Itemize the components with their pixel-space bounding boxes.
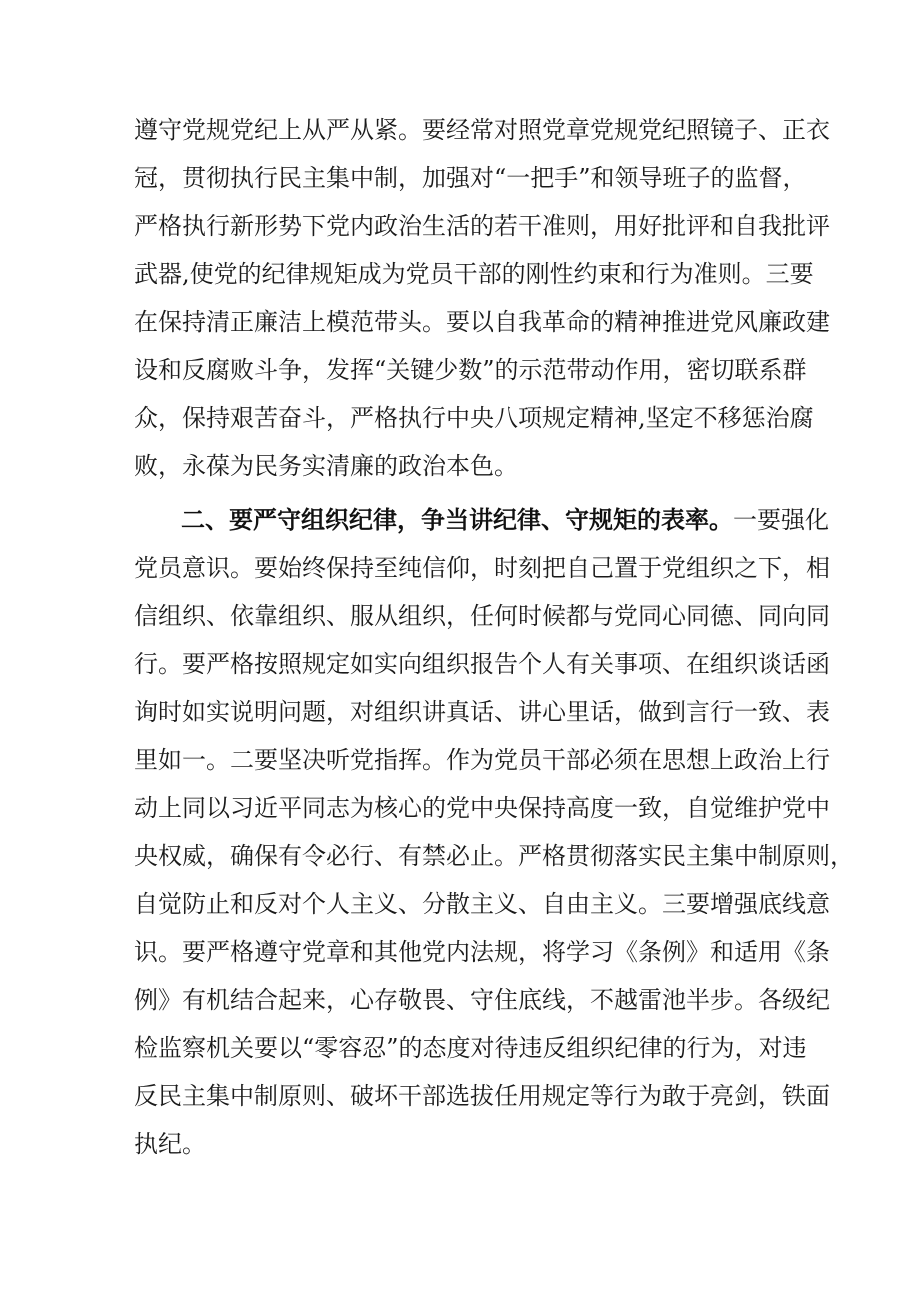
paragraph-line: 执纪。: [134, 1130, 206, 1158]
paragraph-line: 遵守党规党纪上从严从紧。要经常对照党章党规党纪照镜子、正衣: [134, 116, 830, 144]
paragraph-line: 党员意识。要始终保持至纯信仰，时刻把自己置于党组织之下，相: [134, 554, 830, 582]
paragraph-line: 识。要严格遵守党章和其他党内法规，将学习《条例》和适用《条: [134, 938, 830, 966]
paragraph-line: 冠，贯彻执行民主集中制，加强对“一把手”和领导班子的监督，: [134, 164, 807, 192]
paragraph-line: 信组织、依靠组织、服从组织，任何时候都与党同心同德、同向同: [134, 602, 830, 630]
paragraph-line: 动上同以习近平同志为核心的党中央保持高度一致，自觉维护党中: [134, 794, 830, 822]
paragraph-line: 央权威，确保有令必行、有禁必止。严格贯彻落实民主集中制原则，: [134, 842, 854, 870]
paragraph-line: 设和反腐败斗争，发挥“关键少数”的示范带动作用，密切联系群: [134, 356, 807, 384]
paragraph-line: 自觉防止和反对个人主义、分散主义、自由主义。三要增强底线意: [134, 890, 830, 918]
paragraph-line: 众，保持艰苦奋斗，严格执行中央八项规定精神,坚定不移惩治腐: [134, 404, 814, 432]
paragraph-line: 严格执行新形势下党内政治生活的若干准则，用好批评和自我批评: [134, 212, 830, 240]
paragraph-line: 行。要严格按照规定如实向组织报告个人有关事项、在组织谈话函: [134, 650, 830, 678]
paragraph-line: 询时如实说明问题，对组织讲真话、讲心里话，做到言行一致、表: [134, 698, 830, 726]
section-2-first-line-text: 一要强化: [733, 506, 829, 534]
paragraph-line: 败，永葆为民务实清廉的政治本色。: [134, 452, 518, 480]
paragraph-line: 在保持清正廉洁上模范带头。要以自我革命的精神推进党风廉政建: [134, 308, 830, 336]
paragraph-line: 检监察机关要以“零容忍”的态度对待违反组织纪律的行为，对违: [134, 1034, 807, 1062]
paragraph-line: 反民主集中制原则、破坏干部选拔任用规定等行为敢于亮剑，铁面: [134, 1082, 830, 1110]
paragraph-line: 里如一。二要坚决听党指挥。作为党员干部必须在思想上政治上行: [134, 746, 830, 774]
paragraph-line: 例》有机结合起来，心存敬畏、守住底线，不越雷池半步。各级纪: [134, 986, 830, 1014]
paragraph-line: 武器,使党的纪律规矩成为党员干部的刚性约束和行为准则。三要: [134, 260, 814, 288]
section-2-heading: 二、要严守组织纪律，争当讲纪律、守规矩的表率。: [181, 506, 733, 534]
section-2-first-line: [181, 500, 829, 540]
